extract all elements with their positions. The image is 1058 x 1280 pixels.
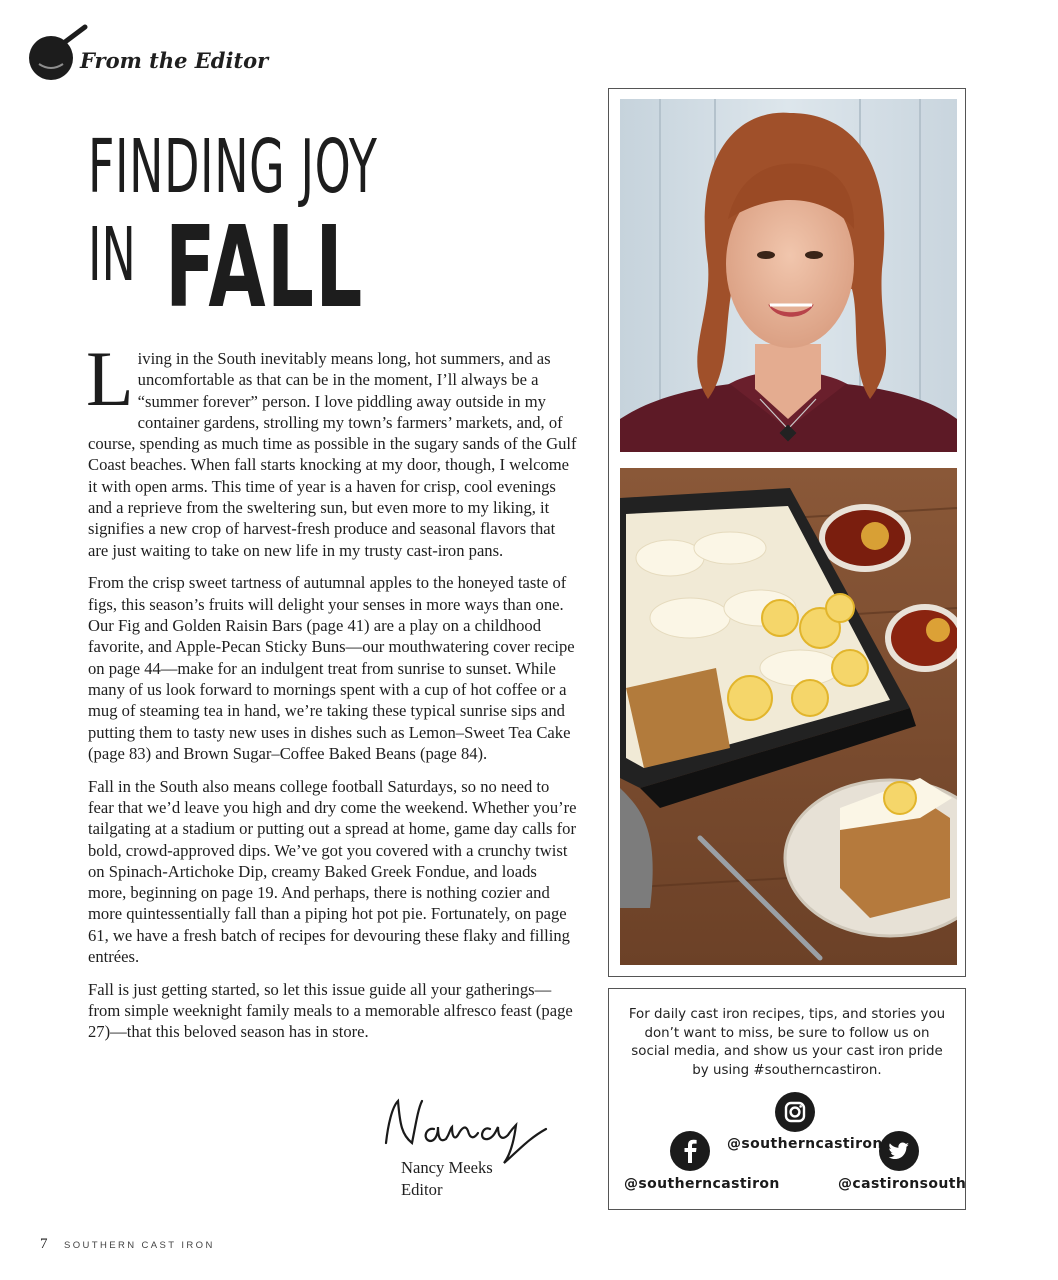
author-name: Nancy Meeks [401,1158,493,1177]
editor-portrait-photo [620,99,957,452]
author-signoff [401,1157,493,1200]
facebook-icon[interactable] [670,1131,710,1171]
paragraph-1-text: iving in the South inevitably means long, hot summers, and as uncomfortable as that can be in the moment, I’ll always be a “summer forever” person. I love piddling away outside in my container gardens, strolling my town’s farmers’ markets, and, of course, spending as much time as possible in the sugary sands of the Gulf Coast beaches. When fall starts knocking at my door, though, I welcome it with open arms. This time of year is a haven for crisp, cool evenings and a reprieve from the sweltering sun, but even more to my liking, it signifies a new crop of harvest-fresh produce and seasonal flavors that are just waiting to take on new life in my trusty cast-iron pans. [88,349,577,560]
drop-cap: L [86,335,134,422]
paragraph-2: From the crisp sweet tartness of autumnal apples to the honeyed taste of figs, this season’s fruits will delight your senses in more ways than one. Our Fig and Golden Raisin Bars (page 41) are a play on a childhood favorite, and Apple-Pecan Sticky Buns—our mouthwatering cover recipe on page 44—make for an indulgent treat from sunrise to sunset. While many of us look forward to mornings spent with a cup of hot coffee or a mug of steaming tea in hand, we’re taking these typical sunrise sips and putting them to tasty new uses in dishes such as Lemon–Sweet Tea Cake (page 83) and Brown Sugar–Coffee Baked Beans (page 84). [88,573,575,763]
author-title: Editor [401,1179,443,1199]
paragraph-3: Fall in the South also means college football Saturdays, so no need to fear that we’d leave you high and dry come the weekend. Whether you’re tailgating at a stadium or putting out a spread at home, game day calls for bold, crowd-approved dips. We’ve got you covered with a crunchy twist on Spinach-Artichoke Dip, creamy Baked Greek Fondue, and loads more, beginning on page 19. And perhaps, there is nothing cozier and more quintessentially fall than a piping hot pot pie. Fortunately, on page 61, we have a fresh batch of recipes for devouring these flaky and filling entrées. [88,776,577,967]
article-body [86,335,578,1054]
article-title-line-2a: IN [88,212,136,298]
instagram-handle[interactable]: @southerncastiron [727,1136,883,1152]
facebook-handle[interactable]: @southerncastiron [624,1176,780,1192]
page-number: 7 [40,1236,48,1252]
twitter-handle[interactable]: @castironsouth [838,1176,967,1192]
paragraph-1 [86,335,578,561]
social-blurb: For daily cast iron recipes, tips, and stories you don’t want to miss, be sure to follow us on social media, and show us your cast iron pride by using #southerncastiron. [628,1007,946,1078]
paragraph-4: Fall is just getting started, so let this issue guide all your gatherings—from simple weeknight family meals to a memorable alfresco feast (page 27)—that this beloved season has in store. [88,979,573,1042]
twitter-icon[interactable] [879,1131,919,1171]
article-title-line-2b: FALL [165,203,364,333]
instagram-icon[interactable] [775,1092,815,1132]
section-label: From the Editor [80,48,269,73]
lemon-sweet-tea-cake-photo [620,468,957,965]
magazine-name: SOUTHERN CAST IRON [64,1240,215,1251]
article-title-line-1: FINDING JOY [88,124,378,210]
